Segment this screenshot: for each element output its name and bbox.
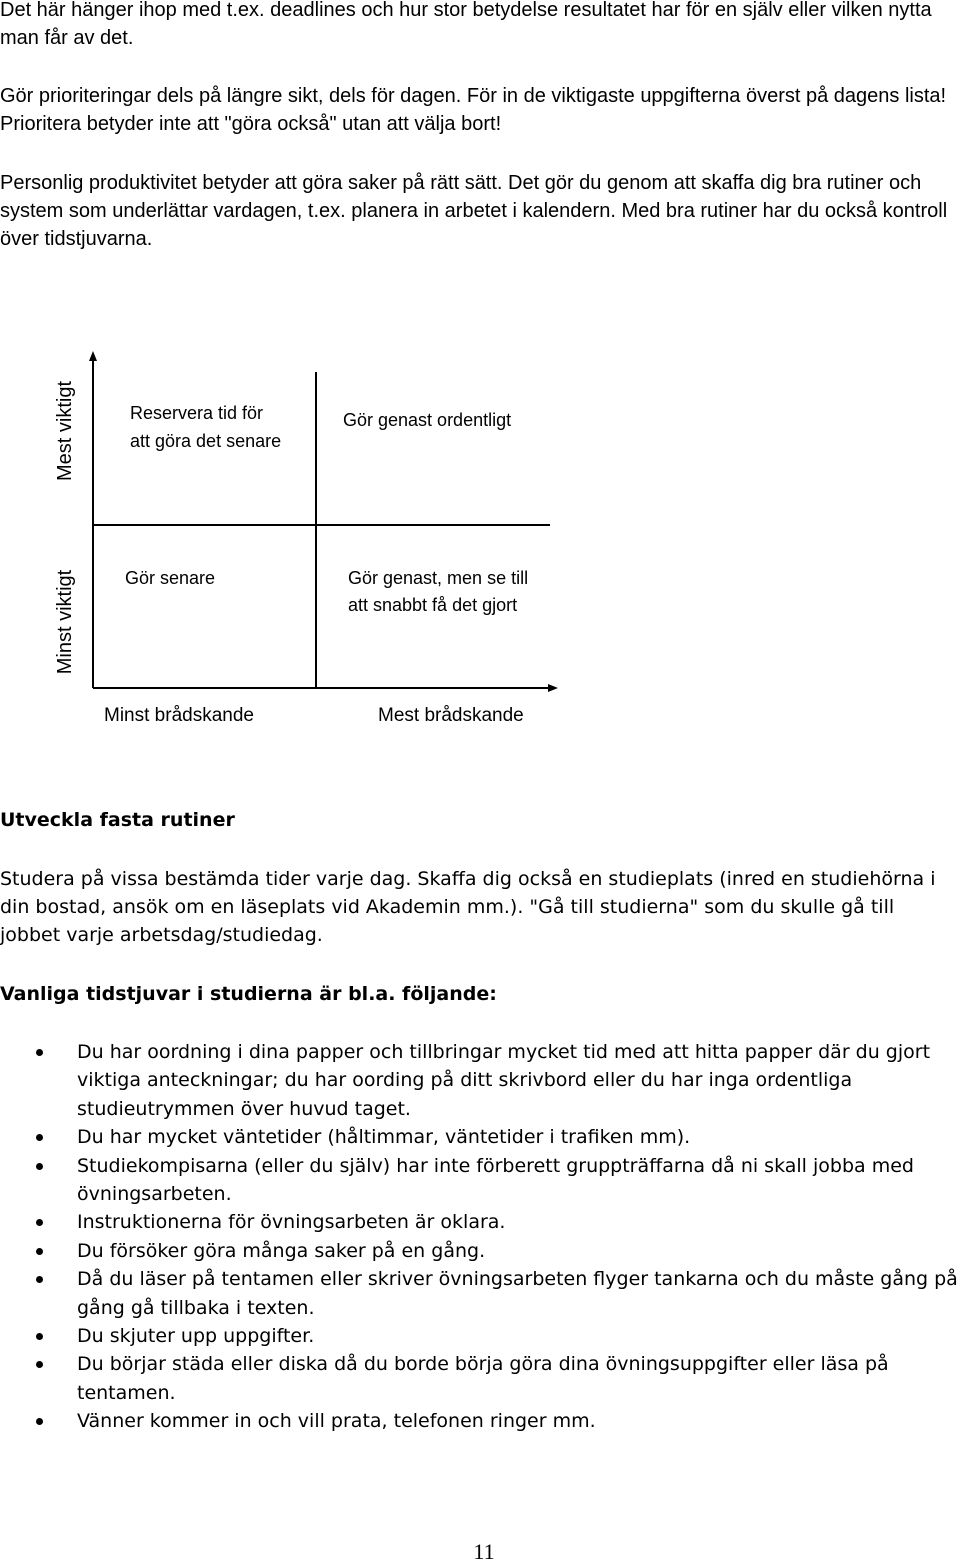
quadrant-bottom-right-line1: Gör genast, men se till (348, 568, 529, 588)
paragraph-prioriteringar: Gör prioriteringar dels på längre sikt, dels för dagen. För in de viktigaste uppgifterna överst på dagens lista! Prioritera betyder inte att "göra också" utan att välja bort! (0, 85, 947, 135)
bullet-icon (36, 1276, 43, 1283)
bullet-icon (36, 1361, 43, 1368)
y-label-mest-viktigt: Mest viktigt (54, 380, 76, 482)
bullet-icon (36, 1219, 43, 1226)
tidstjuvar-list (0, 1038, 958, 1436)
quadrant-bottom-left: Gör senare (125, 568, 216, 588)
quadrant-top-left-line2: att göra det senare (130, 431, 282, 451)
paragraph-deadlines: Det här hänger ihop med t.ex. deadlines och hur stor betydelse resultatet har för en själv eller vilken nytta man får av det. (0, 0, 932, 49)
page-number: 11 (473, 1539, 495, 1564)
heading-utveckla-fasta-rutiner: Utveckla fasta rutiner (0, 809, 235, 831)
bullet-icon (36, 1049, 43, 1056)
x-axis-arrow-icon (548, 684, 558, 692)
bullet-icon (36, 1134, 43, 1141)
priority-matrix-diagram (0, 345, 600, 745)
list-item: Studiekompisarna (eller du själv) har inte förberett gruppträffarna då ni skall jobba med övningsarbeten. (0, 1152, 958, 1209)
bullet-icon (36, 1418, 43, 1425)
quadrant-top-right: Gör genast ordentligt (343, 410, 512, 430)
x-label-minst-bradskande: Minst brådskande (104, 705, 254, 726)
x-label-mest-bradskande: Mest brådskande (378, 705, 524, 726)
y-axis-arrow-icon (89, 351, 97, 361)
quadrant-top-left-line1: Reservera tid för (130, 403, 264, 423)
paragraph-studera: Studera på vissa bestämda tider varje dag. Skaffa dig också en studieplats (inred en studiehörna i din bostad, ansök om en läseplats vid Akademin mm.). "Gå till studierna" som du skulle gå till jobbet varje arbetsdag/studiedag. (0, 868, 936, 946)
list-item: Du har oordning i dina papper och tillbringar mycket tid med att hitta papper där du gjort viktiga anteckningar; du har oording på ditt skrivbord eller du har inga ordentliga studieutrymmen över huvud taget. (0, 1038, 958, 1123)
list-item: Då du läser på tentamen eller skriver övningsarbeten flyger tankarna och du måste gång på gång gå tillbaka i texten. (0, 1265, 958, 1322)
bullet-icon (36, 1163, 43, 1170)
list-item: Instruktionerna för övningsarbeten är oklara. (0, 1208, 958, 1236)
quadrant-bottom-right-line2: att snabbt få det gjort (348, 595, 518, 615)
list-item: Du börjar städa eller diska då du borde börja göra dina övningsuppgifter eller läsa på tentamen. (0, 1350, 958, 1407)
bullet-icon (36, 1248, 43, 1255)
paragraph-produktivitet: Personlig produktivitet betyder att göra saker på rätt sätt. Det gör du genom att skaffa dig bra rutiner och system som underlättar vardagen, t.ex. planera in arbetet i kalendern. Med bra rutiner har du också kontroll över tidstjuvarna. (0, 172, 948, 250)
list-item: Du försöker göra många saker på en gång. (0, 1237, 958, 1265)
y-label-minst-viktigt: Minst viktigt (54, 569, 76, 675)
bullet-icon (36, 1333, 43, 1340)
heading-tidstjuvar: Vanliga tidstjuvar i studierna är bl.a. följande: (0, 983, 497, 1005)
list-item: Vänner kommer in och vill prata, telefonen ringer mm. (0, 1407, 958, 1435)
list-item: Du har mycket väntetider (håltimmar, väntetider i trafiken mm). (0, 1123, 958, 1151)
list-item: Du skjuter upp uppgifter. (0, 1322, 958, 1350)
